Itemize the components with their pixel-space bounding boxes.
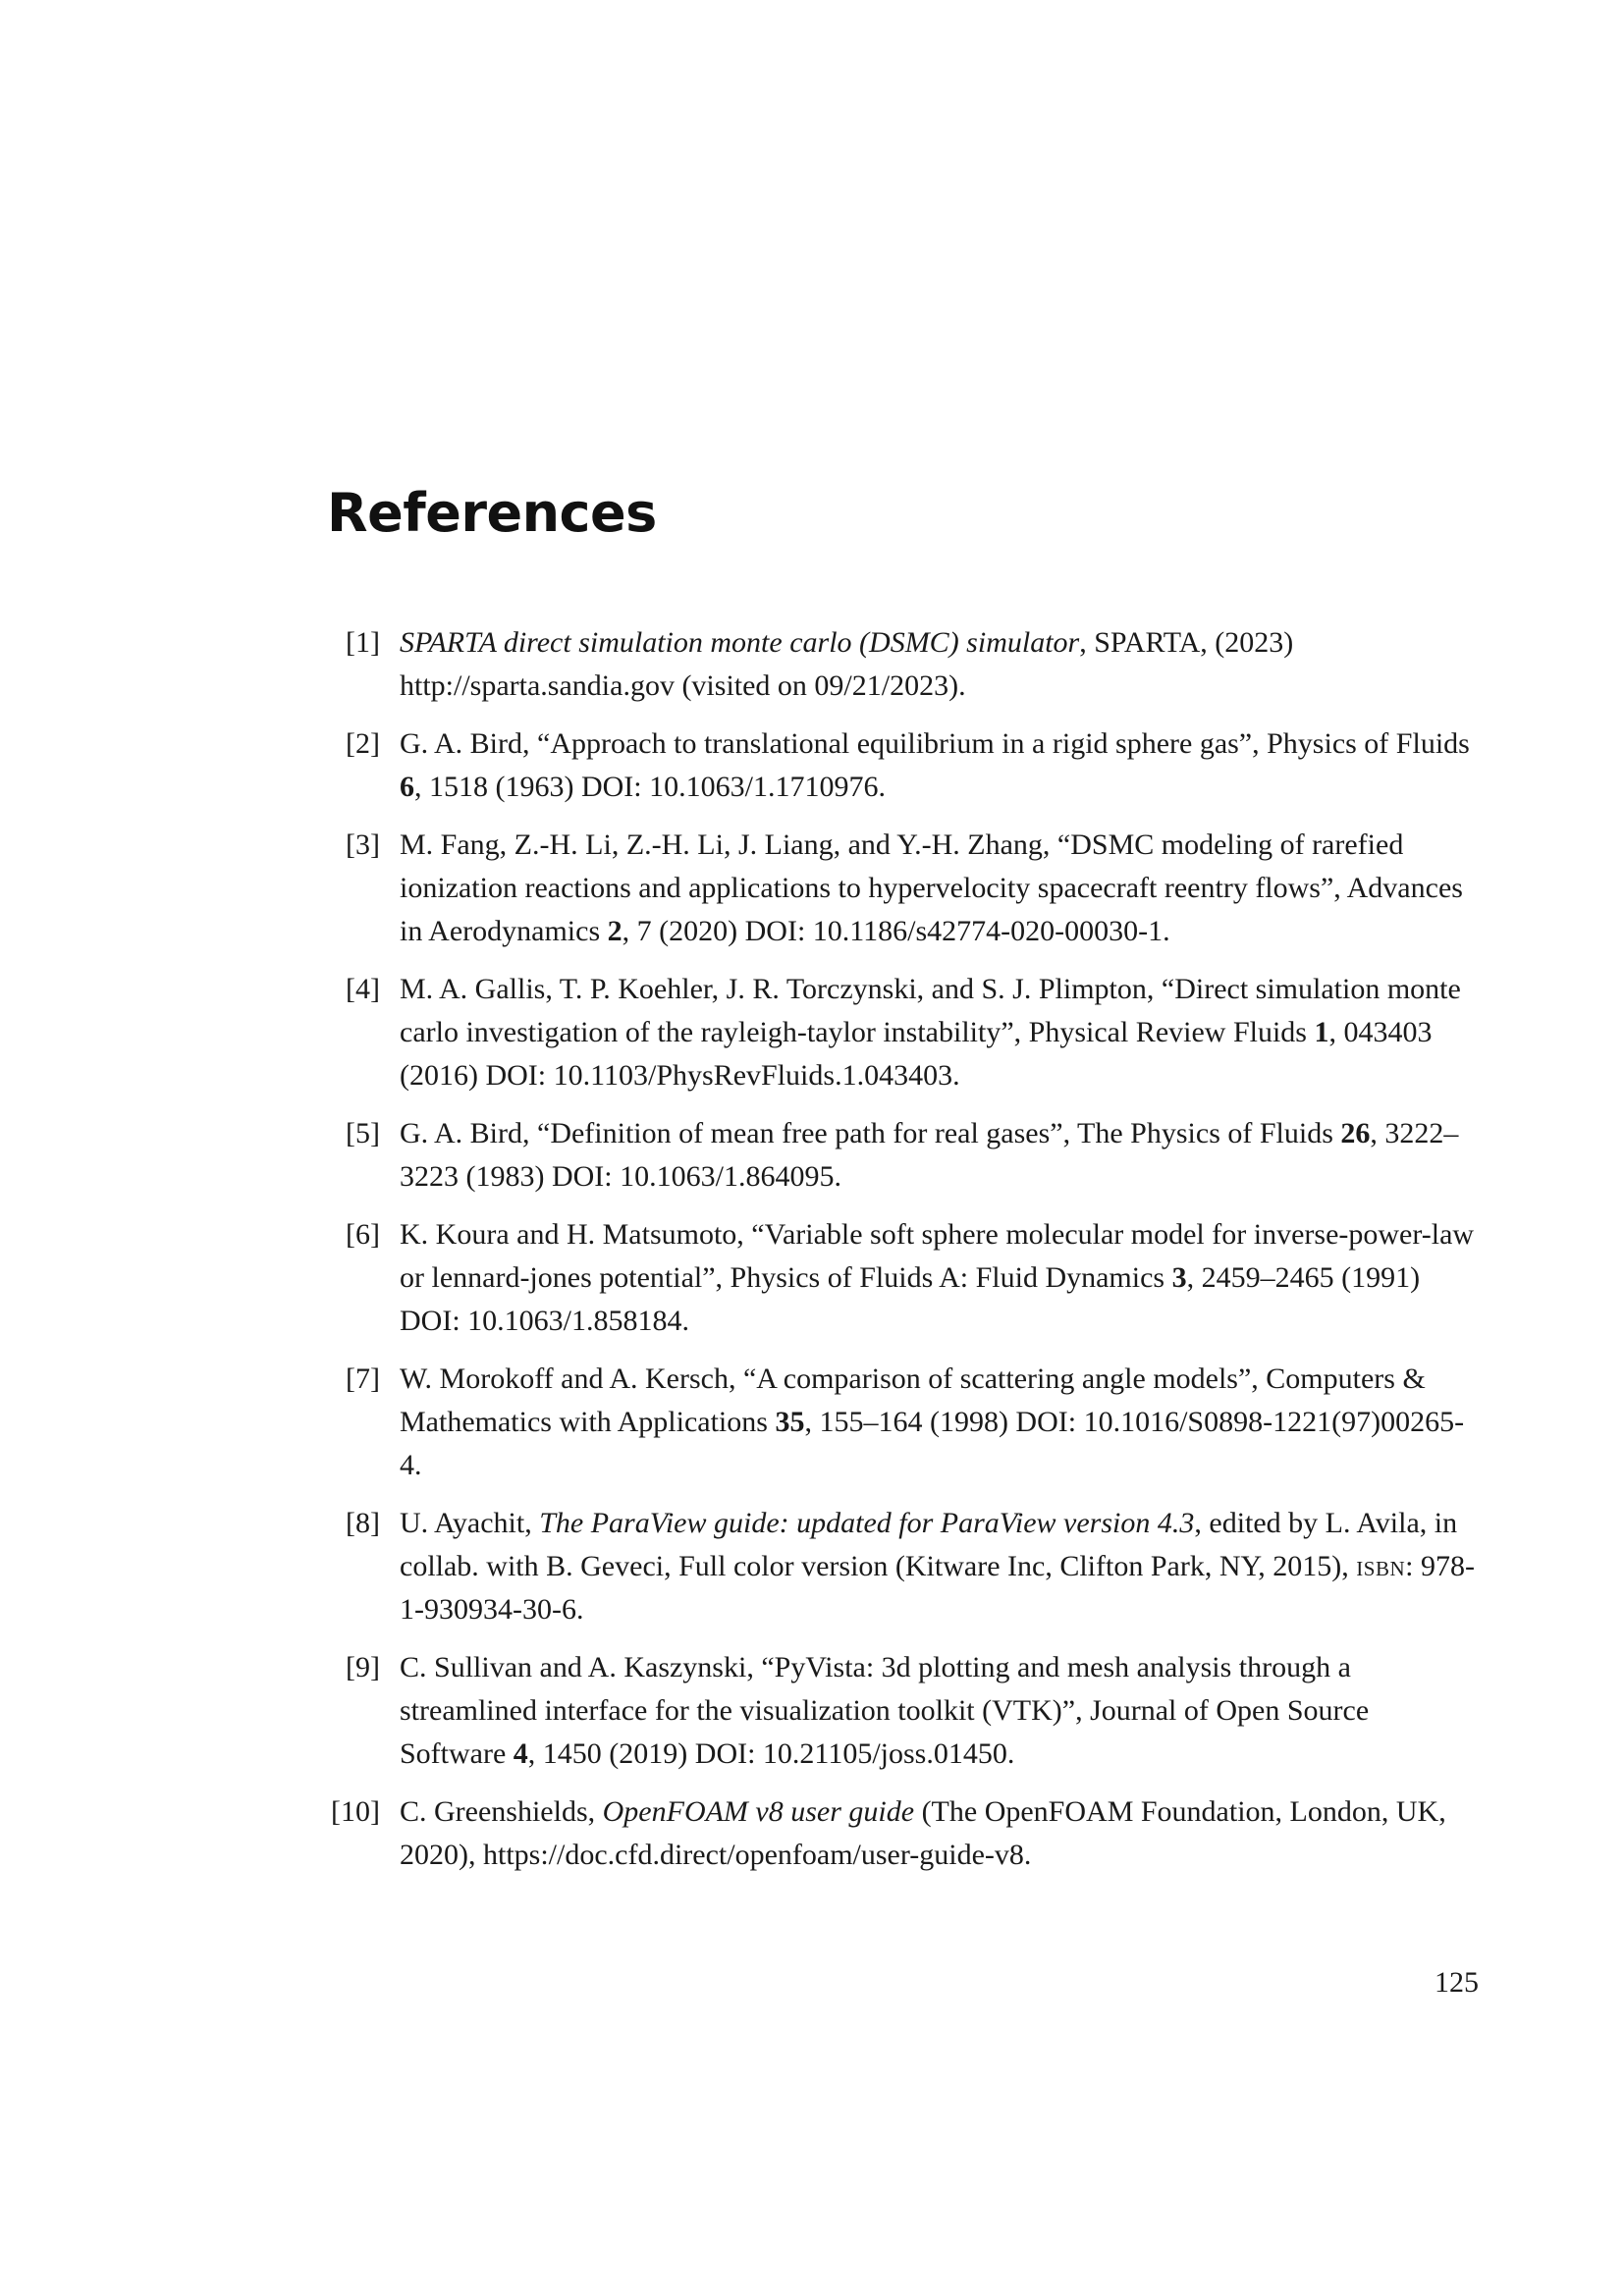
reference-text [400,722,1481,809]
reference-entry [327,824,1481,953]
reference-isbn-label: isbn [1356,1550,1406,1582]
reference-volume: 4 [513,1737,528,1770]
reference-text-segment: , SPARTA, (2023) http://sparta.sandia.gov (visited on 09/21/2023). [400,626,1294,702]
reference-entry [327,1358,1481,1487]
reference-text [400,1790,1481,1877]
page-number: 125 [1435,1966,1479,1999]
reference-text-segment: (The OpenFOAM Foundation, London, UK, 2020), https://doc.cfd.direct/openfoam/user-guide-v8. [400,1795,1446,1871]
reference-title-italic: SPARTA direct simulation monte carlo (DSMC) simulator [400,626,1080,659]
reference-number: [1] [346,626,380,659]
reference-text-segment: K. Koura and H. Matsumoto, “Variable soft sphere molecular model for inverse-power-law or lennard-jones potential”, Physics of Fluids A: Fluid Dynamics [400,1218,1475,1294]
reference-text [400,621,1481,708]
reference-list [327,621,1481,1892]
reference-text-segment: G. A. Bird, “Approach to translational equilibrium in a rigid sphere gas”, Physics of Fluids [400,727,1470,760]
reference-text-segment: , 2459–2465 (1991) DOI: 10.1063/1.858184. [400,1261,1421,1337]
reference-number: [6] [346,1218,380,1251]
reference-text-segment: W. Morokoff and A. Kersch, “A comparison of scattering angle models”, Computers & Mathematics with Applications [400,1362,1426,1438]
reference-number: [8] [346,1507,380,1539]
reference-number: [3] [346,828,380,861]
reference-number: [2] [346,727,380,760]
reference-text [400,1213,1481,1343]
reference-volume: 2 [607,915,623,947]
reference-text [400,1358,1481,1487]
reference-text-segment: M. A. Gallis, T. P. Koehler, J. R. Torczynski, and S. J. Plimpton, “Direct simulation monte carlo investigation of the rayleigh-taylor instability”, Physical Review Fluids [400,973,1461,1048]
page-title: References [327,482,657,544]
reference-title-italic: OpenFOAM v8 user guide [602,1795,915,1828]
reference-text-segment: , 1518 (1963) DOI: 10.1063/1.1710976. [414,771,886,803]
reference-number: [10] [331,1795,380,1828]
reference-entry [327,968,1481,1097]
reference-entry [327,1646,1481,1776]
reference-volume: 3 [1171,1261,1187,1294]
reference-title-italic: The ParaView guide: updated for ParaView version 4.3 [539,1507,1195,1539]
reference-entry [327,1213,1481,1343]
reference-entry [327,1502,1481,1631]
reference-volume: 1 [1314,1016,1329,1048]
reference-text-segment: , edited by L. Avila, in collab. with B. Geveci, Full color version (Kitware Inc, Clifton Park, NY, 2015), [400,1507,1458,1582]
reference-number: [4] [346,973,380,1005]
reference-text [400,1112,1481,1199]
reference-text [400,1502,1481,1631]
reference-text-segment: , 043403 (2016) DOI: 10.1103/PhysRevFluids.1.043403. [400,1016,1433,1092]
reference-entry [327,1112,1481,1199]
reference-number: [7] [346,1362,380,1395]
reference-text-segment: C. Greenshields, [400,1795,603,1828]
reference-entry [327,621,1481,708]
reference-text [400,1646,1481,1776]
reference-text [400,824,1481,953]
reference-number: [9] [346,1651,380,1683]
reference-text-segment: : 978-1-930934-30-6. [400,1550,1475,1626]
reference-text [400,968,1481,1097]
reference-entry [327,722,1481,809]
reference-volume: 6 [400,771,414,803]
reference-text-segment: , 155–164 (1998) DOI: 10.1016/S0898-1221(97)00265-4. [400,1406,1465,1481]
reference-text-segment: , 1450 (2019) DOI: 10.21105/joss.01450. [527,1737,1015,1770]
reference-number: [5] [346,1117,380,1149]
reference-text-segment: , 3222–3223 (1983) DOI: 10.1063/1.864095. [400,1117,1459,1193]
reference-text-segment: C. Sullivan and A. Kaszynski, “PyVista: 3d plotting and mesh analysis through a streamlined interface for the visualization toolkit (VTK)”, Journal of Open Source Software [400,1651,1370,1770]
reference-volume: 35 [775,1406,805,1438]
reference-text-segment: G. A. Bird, “Definition of mean free path for real gases”, The Physics of Fluids [400,1117,1341,1149]
reference-text-segment: U. Ayachit, [400,1507,540,1539]
reference-volume: 26 [1340,1117,1371,1149]
reference-text-segment: M. Fang, Z.-H. Li, Z.-H. Li, J. Liang, and Y.-H. Zhang, “DSMC modeling of rarefied ionization reactions and applications to hypervelocity spacecraft reentry flows”, Advances in Aerodynamics [400,828,1463,947]
reference-text-segment: , 7 (2020) DOI: 10.1186/s42774-020-00030-1. [622,915,1170,947]
reference-entry [327,1790,1481,1877]
